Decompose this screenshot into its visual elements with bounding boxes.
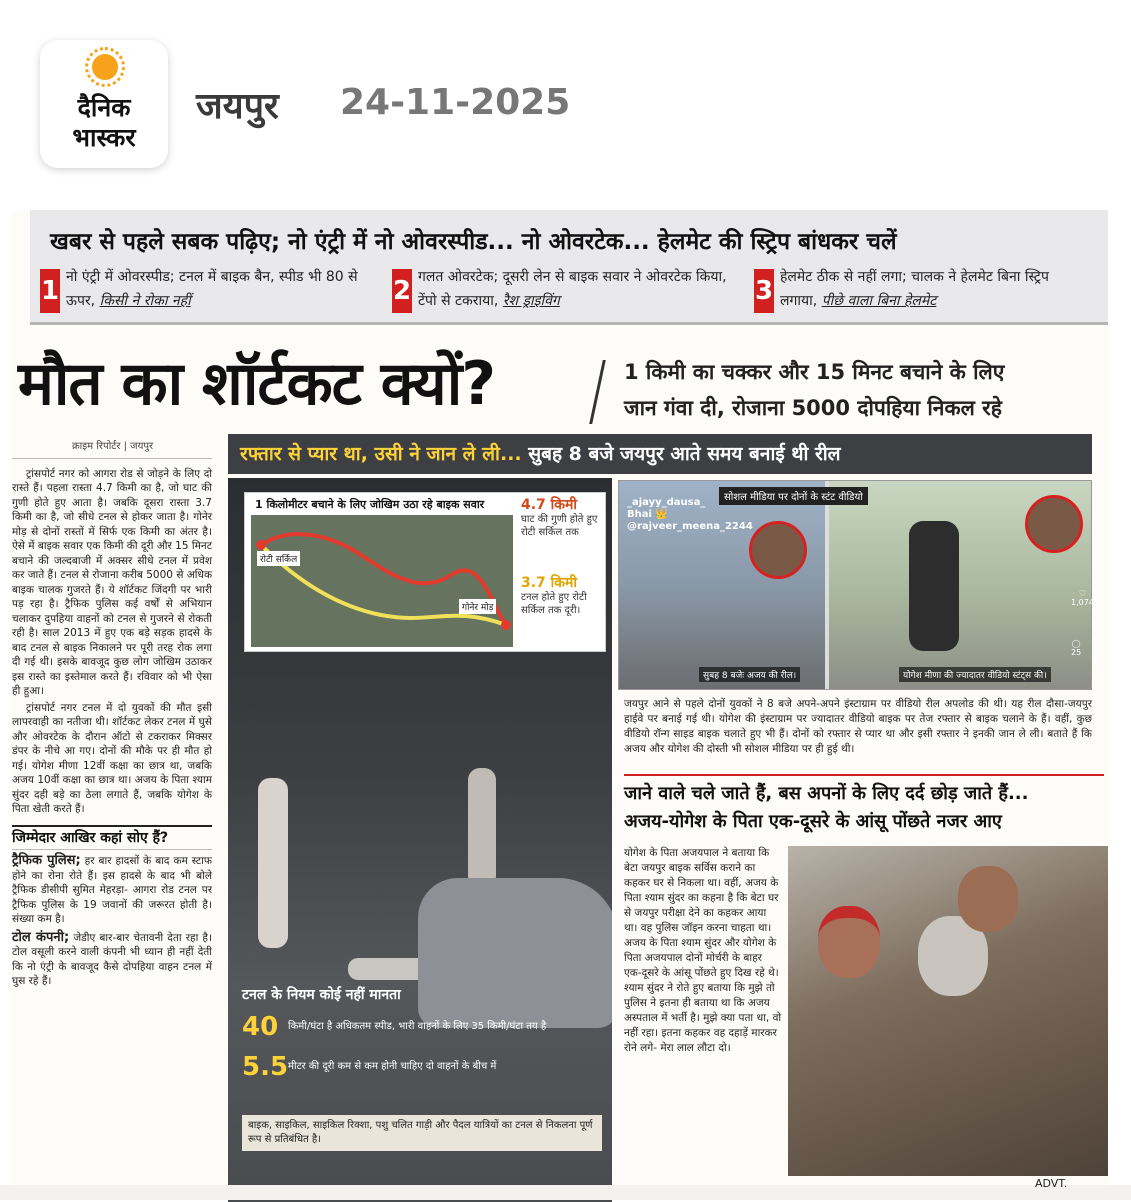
fathers-grieving-photo (788, 846, 1108, 1176)
map-title: 1 किलोमीटर बचाने के लिए जोखिम उठा रहे बाइक सवार (255, 498, 485, 511)
responsibility-title: जिम्मेदार आखिर कहां सोए हैं? (12, 825, 212, 851)
route-map-svg (251, 515, 513, 647)
logo-text-line1: दैनिक (77, 93, 131, 122)
map-label-rotary: रोटी सर्किल (257, 551, 300, 566)
ajay-portrait (749, 521, 807, 579)
comment-icon: ◯ (1071, 639, 1081, 648)
lesson-number: 3 (754, 269, 774, 313)
person-figure (258, 778, 288, 948)
social-tag: सोशल मीडिया पर दोनों के स्टंट वीडियो (719, 487, 868, 505)
rules-title: टनल के नियम कोई नहीं मानता (242, 987, 401, 1003)
social-caption: जयपुर आने से पहले दोनों युवकों ने 8 बजे अपने-अपने इंस्टाग्राम पर वीडियो रील अपलोड की थी। यह रील दौसा-जयपुर हाईवे पर बनाई गई थी। योगेश की इंस्टाग्राम पर ज्यादातर वीडियो बाइक पर तेज रफ्तार से बाइक चलाने के हैं। वहीं, कुछ वीडियो रॉन्ग साइड बाइक चलाते हुए भी हैं। दोनों को रफ्तार से प्यार था और इसी रफ्तार ने इनकी जान ले ली। बताते हैं कि अजय और योगेश की दोस्ती भी सोशल मीडिया पर ही हुई थी। (624, 698, 1092, 755)
start-point (256, 540, 266, 550)
next-page-strip (0, 1185, 1131, 1200)
newspaper-page (12, 210, 1108, 1200)
rule-distance: 5.5 मीटर की दूरी कम से कम होनी चाहिए दो वाहनों के बीच में (242, 1052, 497, 1082)
logo-text-line2: भास्कर (72, 123, 136, 152)
sub-headline: 1 किमी का चक्कर और 15 मिनट बचाने के लिए जान गंवा दी, रोजाना 5000 दोपहिया निकल रहे (624, 360, 1005, 420)
end-point (501, 620, 511, 630)
grief-headline: जाने वाले चले जाते हैं, बस अपनों के लिए दर्द छोड़ जाते हैं... अजय-योगेश के पिता एक-दूसरे के आंसू पोंछते नजर आए (624, 774, 1104, 836)
article-header (0, 0, 1131, 205)
social-media-photos (618, 480, 1092, 690)
caption-ajay: सुबह 8 बजेः अजय की रील। (699, 667, 800, 682)
lesson-number: 2 (392, 269, 412, 313)
reel-screenshot-ajay (619, 481, 825, 689)
main-headline: मौत का शॉर्टकट क्यों? (18, 349, 496, 419)
byline: क्राइम रिपोर्टर | जयपुर (12, 440, 212, 459)
edition-date: 24-11-2025 (340, 82, 571, 123)
route-map-card (244, 492, 606, 652)
tunnel-rules (242, 985, 602, 1092)
lesson-title: खबर से पहले सबक पढ़िए; नो एंट्री में नो ओवरस्पीड... नो ओवरटेक... हेलमेट की स्ट्रिप बांधकर चलें (50, 229, 897, 255)
heart-icon: ♡ (1078, 589, 1087, 598)
caption-yogesh: योगेश मीणा की ज्यादातर वीडियो स्टंट्स की। (899, 667, 1051, 682)
insta-handle: _ajayy_dausa_ Bhai 👑 @rajveer_meena_2244 (627, 497, 753, 532)
sun-icon (92, 54, 118, 80)
route2-distance: 3.7 किमी टनल होते हुए रोटी सर्किल तक दूरी। (521, 575, 587, 616)
dainik-bhaskar-logo[interactable] (40, 40, 168, 168)
body-paragraph: ट्रांसपोर्ट नगर टनल में दो युवकों की मौत इसी लापरवाही का नतीजा थी। शॉर्टकट लेकर टनल में घुसे और ओवरटेक के दौरान ऑटो से टकराकर मिक्सर डंपर के नीचे आ गए। दोनों की मौके पर ही मौत हो गई। योगेश मीणा 12वीं कक्षा का छात्र था, जबकि अजय 10वीं कक्षा का छात्र था। अजय के पिता श्याम सुंदर दही बड़े का ठेला लगाते हैं, जबकि योगेश के पिता खेती करते हैं। (12, 701, 212, 815)
story-banner: रफ्तार से प्यार था, उसी ने जान ले ली... सुबह 8 बजे जयपुर आते समय बनाई थी रील (228, 434, 1092, 474)
likes-count: ♡ 1,074 (1071, 589, 1094, 607)
advt-label: ADVT. (1035, 1177, 1068, 1190)
lesson-text: हेलमेट ठीक से नहीं लगा; चालक ने हेलमेट बिना स्ट्रिप लगाया, पीछे वाला बिना हेलमेट (780, 269, 1049, 309)
responsibility-toll: टोल कंपनी; जेडीए बार-बार चेतावनी देता रहा है। टोल वसूली करने वाली कंपनी भी ध्यान ही नहीं देती कि नो एंट्री के बावजूद कैसे दोपहिया वाहन टनल में घुस रहे हैं। (12, 929, 212, 987)
ban-notice: बाइक, साइकिल, साइकिल रिक्शा, पशु चलित गाड़ी और पैदल यात्रियों का टनल से निकलना पूर्ण रूप से प्रतिबंधित है। (242, 1115, 602, 1151)
map-label-goner: गोनेर मोड़ (459, 599, 496, 614)
stunt-bike (909, 521, 959, 651)
father-figure (818, 906, 880, 978)
comments-count: ◯ 25 (1071, 639, 1082, 657)
grief-text: योगेश के पिता अजयपाल ने बताया कि बेटा जयपुर बाइक सर्विस कराने का कहकर घर से निकला था। वहीं, अजय के पिता श्याम सुंदर का कहना है कि बेटा घर से जयपुर परीक्षा देने का कहकर आया था। वह पुलिस जॉइन करना चाहता था। अजय के पिता श्याम सुंदर और योगेश के पिता अजयपाल दोनों मोर्चरी के बाहर एक-दूसरे के आंसू पोंछते हुए दिख रहे थे। श्याम सुंदर ने रोते हुए बताया कि मुझे तो पुलिस ने इतना ही बताया था कि अजय अस्पताल में भर्ती है। मुझे क्या पता था, वो नहीं रहा। इतना कहकर वह दहाड़ें मारकर रोने लगे- मेरा लाल लौटा दो। (624, 847, 782, 1054)
rule-speed: 40 किमी/घंटा है अधिकतम स्पीड, भारी वाहनों के लिए 35 किमी/घंटा तय है (242, 1012, 547, 1042)
lesson-number: 1 (40, 269, 60, 313)
left-column (12, 440, 212, 1200)
relative-figure (958, 866, 1018, 932)
lesson-text: नो एंट्री में ओवरस्पीड; टनल में बाइक बैन, स्पीड भी 80 से ऊपर, किसी ने रोका नहीं (66, 269, 358, 309)
reel-screenshot-yogesh (829, 481, 1091, 689)
body-paragraph: ट्रांसपोर्ट नगर को आगरा रोड से जोड़ने के लिए दो रास्ते हैं। पहला रास्ता 4.7 किमी का है, जो घाट की गुणी होते हुए आता है। जबकि दूसरा रास्ता 3.7 किमी का है, जो सीधे टनल से होकर जाता है। गोनेर मोड़ से दोनों रास्तों में सिर्फ एक किमी का अंतर है। ऐसे में बाइक सवार एक किमी की दूरी और 15 मिनट बचाने की जल्दबाजी में अक्सर सीधे टनल में प्रवेश कर जाते हैं। टनल से रोजाना करीब 5000 से अधिक बाइक चालक गुजरते हैं। ये शॉर्टकट जिंदगी पर भारी पड़ रहा है। ट्रैफिक पुलिस कई वर्षों से अभियान चलाकर दुपहिया वाहनों को टनल से गुजरने से रोकती रही है। साल 2013 में हुए एक बड़े सड़क हादसे के बाद टनल से बाइक निकालने पर पूरी तरह रोक लगा दी गई थी। इसके बावजूद कुछ लोग जोखिम उठाकर इस रास्ते का इस्तेमाल करते हैं। रविवार को भी ऐसा ही हुआ। (12, 467, 213, 697)
route1-distance: 4.7 किमी घाट की गुणी होते हुए रोटी सर्किल तक (521, 497, 598, 538)
lesson-text: गलत ओवरटेक; दूसरी लेन से बाइक सवार ने ओवरटेक किया, टेंपो से टकराया, रैश ड्राइविंग (418, 269, 727, 309)
lesson-box (30, 210, 1108, 325)
article-body (12, 467, 212, 817)
edition-city: जयपुर (196, 86, 279, 127)
responsibility-traffic: ट्रैफिक पुलिस; हर बार हादसों के बाद कम स्टाफ होने का रोना रोते हैं। इस हादसे के बाद भी बोले ट्रैफिक डीसीपी सुमित मेहरड़ा- आगरा रोड टनल पर ट्रैफिक पुलिस के 19 जवानों की जरूरत होती है। संख्या कम है। (12, 853, 212, 925)
route-map (251, 515, 513, 647)
person-figure (468, 768, 496, 888)
yogesh-portrait (1025, 495, 1083, 553)
headline-divider (589, 360, 609, 424)
